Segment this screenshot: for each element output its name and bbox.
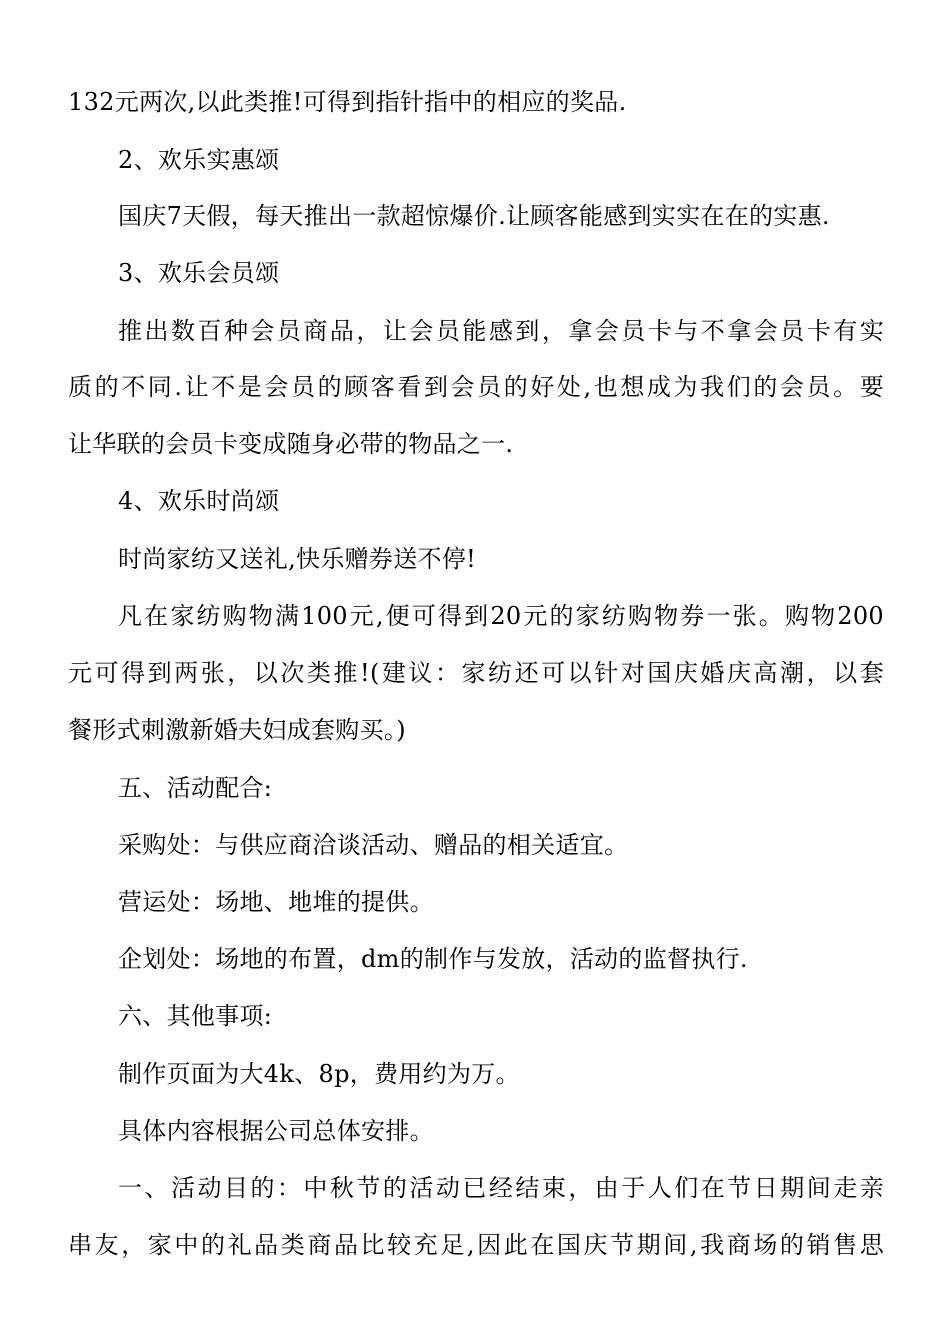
section-heading-six: 六、其他事项:: [118, 1002, 273, 1030]
text-line-6: 质的不同.让不是会员的顾客看到会员的好处,也想成为我们的会员。要: [68, 373, 884, 401]
section-heading-five: 五、活动配合:: [118, 774, 273, 802]
text-line-11: 元可得到两张，以次类推!(建议：家纺还可以针对国庆婚庆高潮，以套: [68, 659, 884, 687]
text-line-3: 国庆7天假，每天推出一款超惊爆价.让顾客能感到实实在在的实惠.: [118, 202, 830, 230]
text-line-12: 餐形式刺激新婚夫妇成套购买。): [68, 716, 406, 744]
text-line-9: 时尚家纺又送礼,快乐赠券送不停!: [118, 545, 477, 573]
text-line-7: 让华联的会员卡变成随身必带的物品之一.: [68, 430, 514, 458]
text-line-1: 132元两次,以此类推!可得到指针指中的相应的奖品.: [68, 88, 627, 116]
text-line-14: 采购处：与供应商洽谈活动、赠品的相关适宜。: [118, 831, 629, 859]
text-line-10: 凡在家纺购物满100元,便可得到20元的家纺购物券一张。购物200: [118, 602, 884, 630]
text-line-19: 具体内容根据公司总体安排。: [118, 1117, 434, 1145]
text-line-15: 营运处：场地、地堆的提供。: [118, 888, 434, 916]
text-line-18: 制作页面为大4k、8p，费用约为万。: [118, 1060, 520, 1088]
text-line-16: 企划处：场地的布置，dm的制作与发放，活动的监督执行.: [118, 945, 748, 973]
section-heading-3: 3、欢乐会员颂: [118, 259, 280, 287]
text-line-21: 串友，家中的礼品类商品比较充足,因此在国庆节期间,我商场的销售思: [68, 1231, 884, 1259]
section-heading-4: 4、欢乐时尚颂: [118, 487, 280, 515]
text-line-5: 推出数百种会员商品，让会员能感到，拿会员卡与不拿会员卡有实: [118, 317, 884, 345]
section-heading-2: 2、欢乐实惠颂: [118, 146, 280, 174]
text-line-20: 一、活动目的：中秋节的活动已经结束，由于人们在节日期间走亲: [118, 1174, 884, 1202]
